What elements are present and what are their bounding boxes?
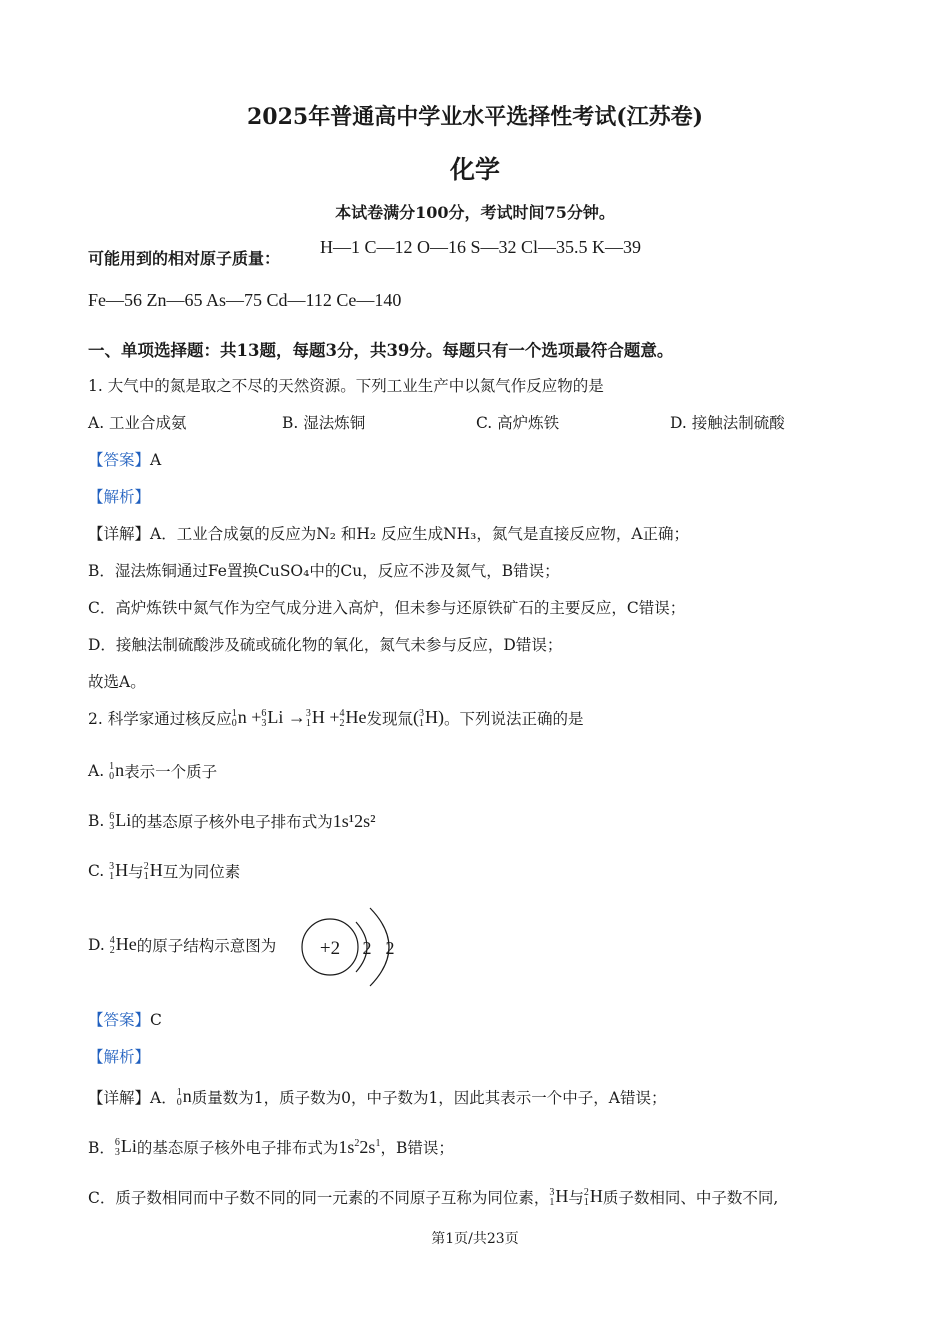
- nuclear-equation: 1 0 n + 6 3 Li → 3 1 H + 4 2 He: [231, 707, 367, 729]
- q1-analysis-tag: 【解析】: [88, 488, 151, 506]
- q2-analysis-tag: 【解析】: [88, 1048, 151, 1066]
- q1-detail-b: B．湿法炼铜通过Fe置换CuSO₄中的Cu，反应不涉及氮气，B错误；: [88, 562, 560, 580]
- q2-option-a: A. 1 0 n 表示一个质子: [88, 760, 218, 782]
- q1-option-d: D. 接触法制硫酸: [670, 414, 785, 432]
- q2-answer: [88, 1008, 162, 1030]
- q1-detail-a: 【详解】A．工业合成氨的反应为N₂ 和H₂ 反应生成NH₃，氮气是直接反应物，A正确；: [88, 525, 690, 543]
- atomic-mass-label: 可能用到的相对原子质量：: [88, 249, 281, 268]
- q1-stem: 1. 大气中的氮是取之不尽的天然资源。下列工业生产中以氮气作反应物的是: [88, 377, 604, 395]
- atomic-mass-line2: Fe—56 Zn—65 As—75 Cd—112 Ce—140: [88, 290, 402, 310]
- tritium-symbol: ( 3 1 H): [413, 707, 445, 729]
- q1-detail-c: C．高炉炼铁中氮气作为空气成分进入高炉，但未参与还原铁矿石的主要反应，C错误；: [88, 599, 686, 617]
- electron-config: 1s¹2s²: [332, 810, 376, 831]
- q2-detail-c: C．质子数相同而中子数不同的同一元素的不同原子互称为同位素， 3 1 H 与 2 1 H 质子数相同、中子数不同,: [88, 1186, 779, 1208]
- answer-value: A: [150, 451, 162, 469]
- q1-option-b: B. 湿法炼铜: [282, 414, 366, 432]
- q1-option-a: A. 工业合成氨: [88, 414, 187, 432]
- q2-option-b: B. 6 3 Li 的基态原子核外电子排布式为 1s¹2s²: [88, 810, 376, 832]
- q1-option-c: C. 高炉炼铁: [476, 414, 560, 432]
- q2-detail-a: 【详解】 A． 1 0 n 质量数为1，质子数为0，中子数为1，因此其表示一个中子，A错误；: [88, 1086, 667, 1108]
- detail-tag: 【详解】: [88, 525, 151, 543]
- page-number: 第1页/共23页: [431, 1231, 519, 1247]
- q2-stem: 2. 科学家通过核反应 1 0 n + 6 3 Li → 3 1 H + 4 2 He 发现氚 ( 3 1 H) 。下列说法正确的是: [88, 707, 584, 729]
- q2-detail-b: B． 6 3 Li 的基态原子核外电子排布式为 $1s^22s^1$ ，B错误；: [88, 1136, 454, 1158]
- nucleus-charge: +2: [319, 938, 341, 959]
- q2-option-c: C. 3 1 H 与 2 1 H 互为同位素: [88, 860, 241, 882]
- q1-answer: [88, 448, 161, 470]
- answer-tag: 【答案】: [88, 1011, 151, 1029]
- shell1-electrons: 2: [362, 938, 372, 958]
- section-heading: 一、单项选择题：共13题，每题3分，共39分。每题只有一个选项最符合题意。: [88, 341, 674, 360]
- answer-tag: 【答案】: [88, 451, 151, 469]
- shell2-electrons: 2: [385, 938, 395, 958]
- exam-info: 本试卷满分100分，考试时间75分钟。: [335, 203, 615, 222]
- q1-conclusion: 故选A。: [88, 673, 146, 691]
- q1-detail-d: D．接触法制硫酸涉及硫或硫化物的氧化，氮气未参与反应，D错误；: [88, 636, 563, 654]
- answer-value: C: [150, 1011, 162, 1029]
- atomic-mass-line1: H—1 C—12 O—16 S—32 Cl—35.5 K—39: [320, 237, 642, 257]
- subject-title: 化学: [449, 155, 500, 184]
- atomic-structure-diagram: [298, 900, 408, 992]
- q2-option-d: D. 4 2 He 的原子结构示意图为: [88, 934, 277, 956]
- exam-title: 2025年普通高中学业水平选择性考试(江苏卷): [246, 104, 704, 130]
